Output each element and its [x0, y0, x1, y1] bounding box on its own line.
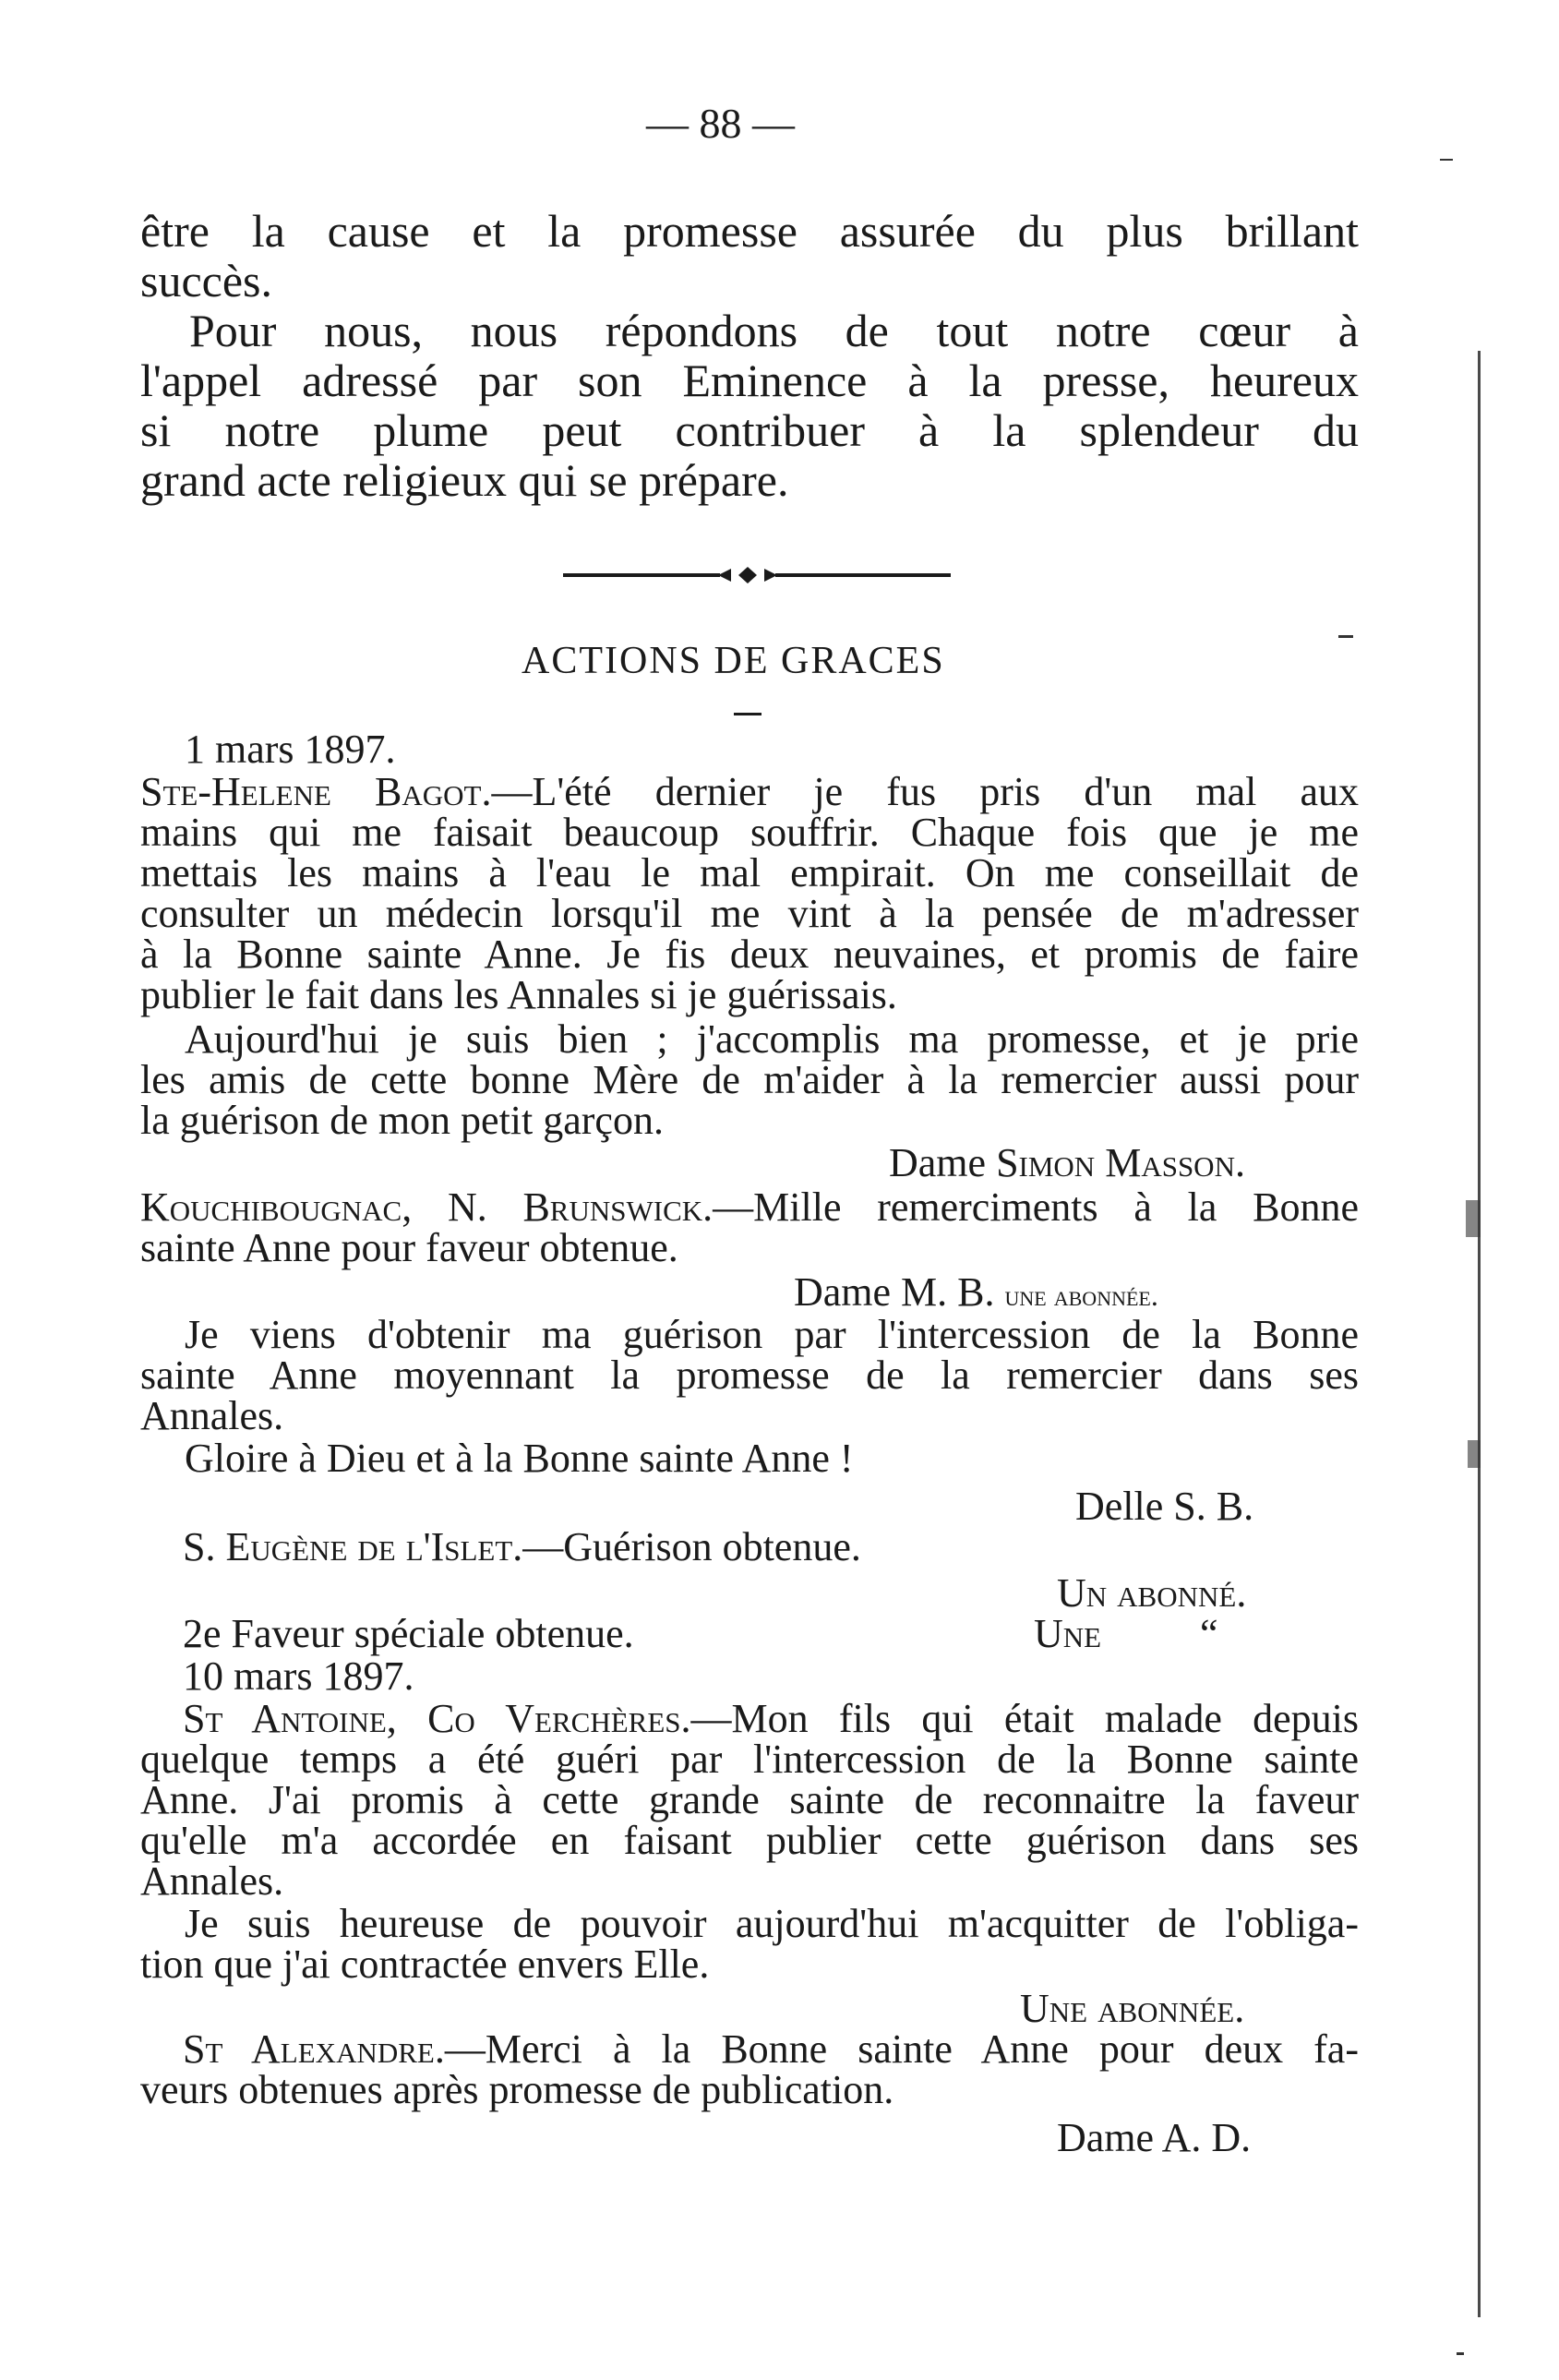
intro-line: l'appel adressé par son Eminence à la presse, heureux — [140, 355, 1359, 406]
signature: Un abonné. — [1057, 1570, 1247, 1616]
place-name: St Alexandre. — [183, 2026, 445, 2072]
place-name: Kouchibougnac, N. Brunswick. — [140, 1184, 714, 1230]
entry-line: les amis de cette bonne Mère de m'aider à la remercier aussi pour — [140, 1057, 1359, 1102]
entry-line: tion que j'ai contractée envers Elle. — [140, 1941, 710, 1987]
entry-line: Annales. — [140, 1858, 284, 1904]
scan-mark — [1440, 159, 1453, 161]
scan-mark — [1468, 1440, 1481, 1468]
entry-line: Anne. J'ai promis à cette grande sainte de reconnaitre la faveur — [140, 1777, 1359, 1822]
entry-line: 2e Faveur spéciale obtenue. — [183, 1611, 634, 1656]
entry-line: publier le fait dans les Annales si je guérissais. — [140, 972, 897, 1017]
entry-text: —Mon fils qui était malade depuis — [690, 1696, 1360, 1741]
entry-text: —Merci à la Bonne sainte Anne pour deux fa- — [444, 2026, 1359, 2072]
date-heading: 10 mars 1897. — [183, 1653, 414, 1699]
entry-line: Je suis heureuse de pouvoir aujourd'hui m'acquitter de l'obliga- — [185, 1901, 1359, 1946]
scan-mark — [1466, 1200, 1481, 1237]
intro-line: succès. — [140, 255, 272, 307]
intro-line: être la cause et la promesse assurée du plus brillant — [140, 205, 1359, 257]
scan-mark — [1457, 2352, 1464, 2355]
section-title: ACTIONS DE GRACES — [522, 640, 945, 682]
signature: Une — [1034, 1611, 1102, 1656]
date-heading: 1 mars 1897. — [185, 727, 396, 772]
entry-line: à la Bonne sainte Anne. Je fis deux neuvaines, et promis de faire — [140, 932, 1359, 977]
signature: Dame A. D. — [1057, 2115, 1252, 2160]
entry-line: veurs obtenues après promesse de publication. — [140, 2067, 894, 2112]
signature: Dame M. B. une abonnée. — [794, 1269, 1158, 1315]
entry-line: mettais les mains à l'eau le mal empirait. On me conseillait de — [140, 850, 1359, 896]
entry-text: —Guérison obtenue. — [522, 1524, 861, 1569]
signature: Une abonnée. — [1020, 1986, 1245, 2031]
entry-line: Gloire à Dieu et à la Bonne sainte Anne ! — [185, 1436, 854, 1481]
intro-line: grand acte religieux qui se prépare. — [140, 454, 789, 506]
entry-line: mains qui me faisait beaucoup souffrir. Chaque fois que je me — [140, 810, 1359, 855]
entry-line: Aujourd'hui je suis bien ; j'accomplis ma promesse, et je prie — [185, 1016, 1359, 1062]
place-name: Ste-Helene Bagot. — [140, 769, 492, 814]
entry-line: qu'elle m'a accordée en faisant publier cette guérison dans ses — [140, 1818, 1359, 1863]
entry-line: consulter un médecin lorsqu'il me vint à la pensée de m'adresser — [140, 891, 1359, 936]
signature: Delle S. B. — [1075, 1484, 1254, 1529]
ornamental-divider — [563, 561, 951, 589]
page-number: — 88 — — [646, 100, 795, 147]
entry-line: sainte Anne pour faveur obtenue. — [140, 1225, 678, 1270]
entry-line: Je viens d'obtenir ma guérison par l'intercession de la Bonne — [185, 1312, 1359, 1357]
entry-line: Annales. — [140, 1393, 284, 1438]
entry-line: la guérison de mon petit garçon. — [140, 1098, 664, 1143]
entry-text: —Mille remerciments à la Bonne — [713, 1184, 1359, 1230]
entry-text: —L'été dernier je fus pris d'un mal aux — [491, 769, 1359, 814]
entry-line: sainte Anne moyennant la promesse de la remercier dans ses — [140, 1352, 1359, 1398]
intro-line: Pour nous, nous répondons de tout notre cœur à — [189, 305, 1359, 356]
intro-line: si notre plume peut contribuer à la splendeur du — [140, 404, 1359, 456]
signature: Dame Simon Masson. — [889, 1140, 1245, 1185]
scan-mark — [1338, 635, 1353, 638]
title-underline — [734, 713, 762, 715]
place-name: St Antoine, Co Verchères. — [183, 1696, 691, 1741]
place-name: S. Eugène de l'Islet. — [183, 1524, 523, 1569]
entry-line — [183, 1523, 861, 1571]
page-edge-line — [1478, 351, 1481, 2317]
entry-line: quelque temps a été guéri par l'intercession de la Bonne sainte — [140, 1737, 1359, 1782]
ditto-mark: “ — [1200, 1611, 1218, 1656]
